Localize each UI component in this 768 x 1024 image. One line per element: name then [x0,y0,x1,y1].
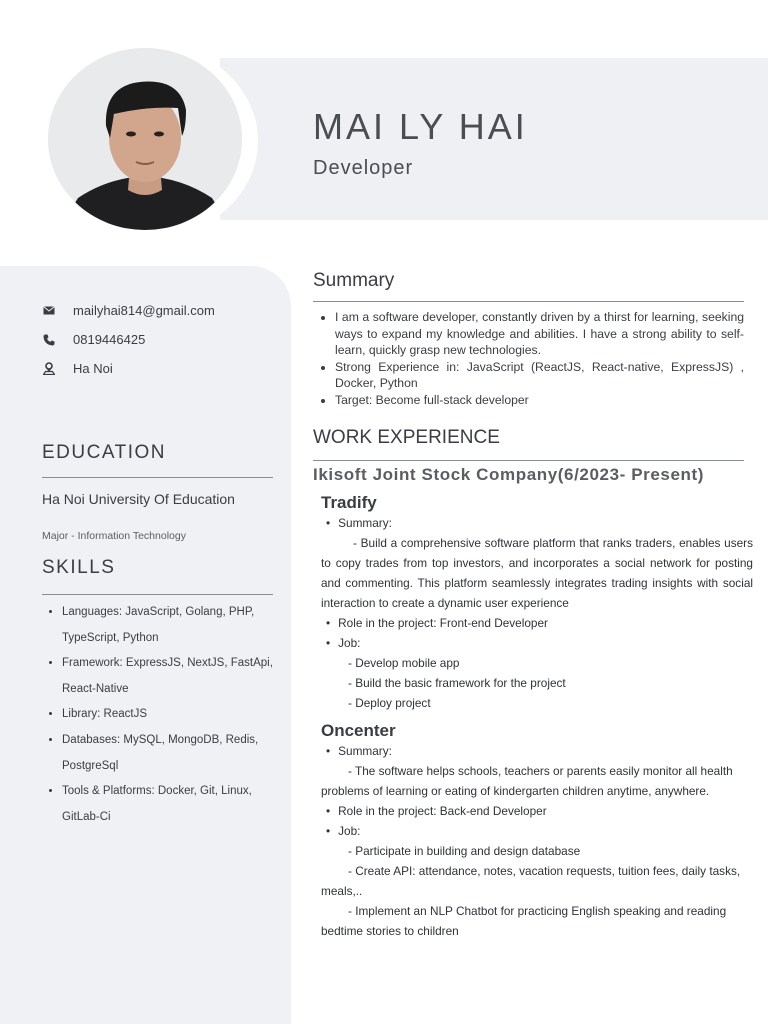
skill-item: • Databases: MySQL, MongoDB, Redis, PostgreSql [62,728,292,779]
project-title: Oncenter [321,721,396,740]
project-summary-text: - The software helps schools, teachers or parents easily monitor all health problems of learning or eating of kindergarten children anytime, anywhere. [321,764,733,798]
phone-icon [42,334,56,346]
project-summary-label: • Summary: [321,741,753,761]
skills-heading: SKILLS [42,557,116,578]
skill-item: • Library: ReactJS [62,702,292,728]
project-job-item: - Develop mobile app [348,656,460,670]
experience-divider [313,460,744,461]
skills-divider [42,594,273,595]
profile-photo [48,48,242,230]
project-job-item: - Deploy project [348,696,431,710]
summary-item: • Strong Experience in: JavaScript (ReactJS, React-native, ExpressJS) , Docker, Python [335,359,744,392]
project-job-label: • Job: [321,821,753,841]
envelope-icon [42,306,56,315]
project-job-label: • Job: [321,633,753,653]
main-column [313,270,753,941]
location-person-icon [42,362,56,375]
project-job-item: - Build the basic framework for the project [348,676,566,690]
summary-divider [313,301,744,302]
skill-item: • Tools & Platforms: Docker, Git, Linux, GitLab-Ci [62,779,292,830]
project-job-item: - Participate in building and design database [348,844,581,858]
project-summary-text: - Build a comprehensive software platform that ranks traders, enables users to copy trades from top investors, and incorporates a social network for posting and commenting. This platform seamlessly integrates trading insights with social interaction to create a dynamic user experience [321,536,753,610]
project-details [321,741,753,941]
project-title: Tradify [321,493,377,512]
project-job-item: - Create API: attendance, notes, vacation requests, tuition fees, daily tasks, meals,.. [321,864,741,898]
education-heading: EDUCATION [42,442,166,463]
experience-heading: WORK EXPERIENCE [313,427,500,448]
email-text: mailyhai814@gmail.com [73,303,215,318]
summary-list [313,309,744,408]
summary-item: • Target: Become full-stack developer [335,392,744,409]
project-role: • Role in the project: Front-end Developer [321,613,753,633]
skills-list [42,600,292,830]
phone-text: 0819446425 [73,332,146,347]
project-details [321,513,753,713]
skill-item: • Framework: ExpressJS, NextJS, FastApi, React-Native [62,651,292,702]
skill-item: • Languages: JavaScript, Golang, PHP, TypeScript, Python [62,600,292,651]
education-school: Ha Noi University Of Education [42,491,235,507]
person-name: MAI LY HAI [313,106,528,147]
contact-email [42,303,215,318]
contact-location [42,361,113,376]
summary-heading: Summary [313,270,395,291]
location-text: Ha Noi [73,361,113,376]
contact-phone [42,332,145,347]
project-summary-label: • Summary: [321,513,753,533]
education-major: Major - Information Technology [42,530,186,542]
company-name: Ikisoft Joint Stock Company(6/2023- Present) [313,465,705,484]
project-job-item: - Implement an NLP Chatbot for practicing English speaking and reading bedtime stories to children [321,904,727,938]
person-title: Developer [313,157,414,179]
summary-item: • I am a software developer, constantly driven by a thirst for learning, seeking ways to expand my knowledge and abilities. I have a strong ability to self-learn, quickly grasp new technologies. [335,309,744,359]
project-role: • Role in the project: Back-end Developer [321,801,753,821]
education-divider [42,477,273,478]
